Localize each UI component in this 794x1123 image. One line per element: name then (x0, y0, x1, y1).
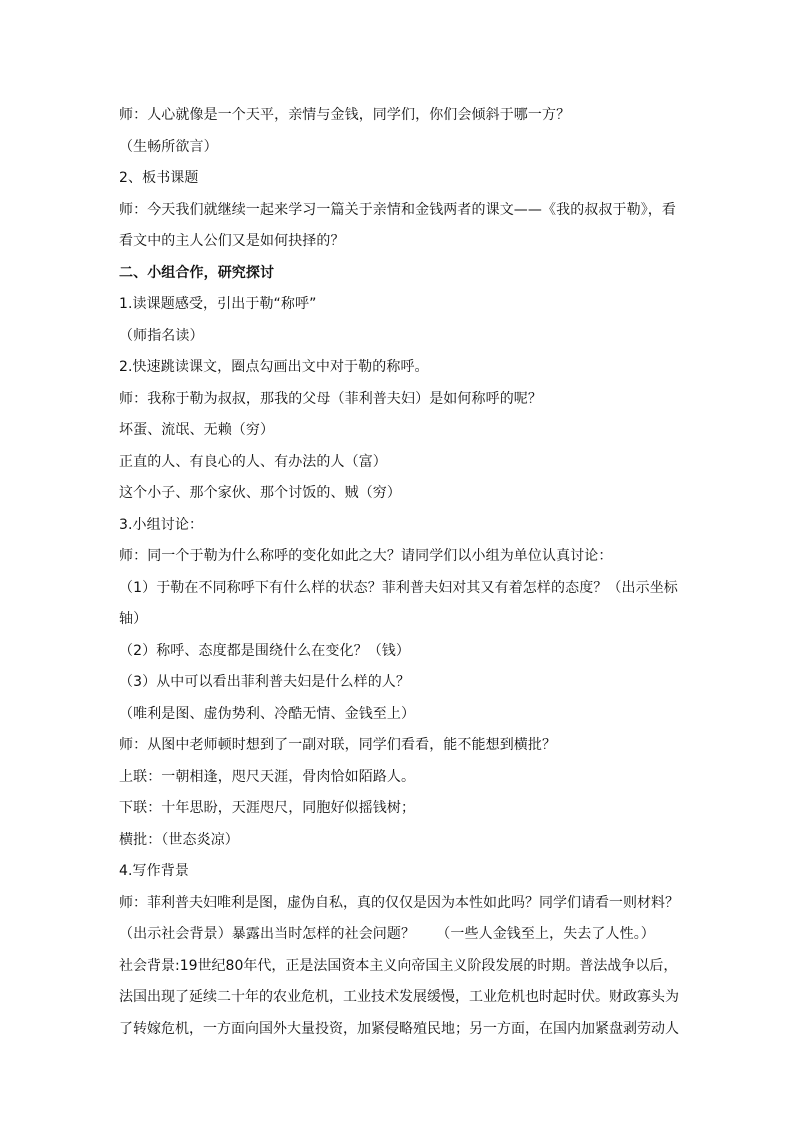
text-line: （出示社会背景）暴露出当时怎样的社会问题？ （一些人金钱至上，失去了人性。） (119, 926, 655, 942)
text-line: 正直的人、有良心的人、有办法的人（富） (119, 453, 387, 470)
text-line: （3）从中可以看出菲利普夫妇是什么样的人？ (119, 674, 411, 690)
text-line: 1.读课题感受，引出于勒“称呼” (119, 296, 317, 312)
text-line: 师：菲利普夫妇唯利是图，虚伪自私，真的仅仅是因为本性如此吗？同学们请看一则材料？ (119, 894, 679, 911)
text-line: 师：同一个于勒为什么称呼的变化如此之大？请同学们以小组为单位认真讨论： (119, 548, 613, 564)
document-body (119, 100, 681, 1045)
text-line: 下联：十年思盼，天涯咫尺，同胞好似摇钱树； (119, 800, 416, 816)
text-line: （1）于勒在不同称呼下有什么样的状态？菲利普夫妇对其又有着怎样的态度？（出示坐标 (119, 579, 678, 596)
text-line: 社会背景:19世纪80年代，正是法国资本主义向帝国主义阶段发展的时期。普法战争以后， (119, 957, 678, 974)
text-line: 上联：一朝相逢，咫尺天涯，骨肉恰如陌路人。 (119, 768, 416, 785)
text-line: （唯利是图、虚伪势利、冷酷无情、金钱至上） (119, 705, 416, 722)
text-line: 师：从图中老师顿时想到了一副对联，同学们看看，能不能想到横批？ (119, 737, 557, 753)
text-line: 轴） (119, 611, 148, 627)
text-line: 看文中的主人公们又是如何抉择的？ (119, 233, 345, 249)
text-line: 3.小组讨论： (119, 516, 204, 533)
text-line: 坏蛋、流氓、无赖（穷） (119, 422, 275, 438)
text-line: 横批：（世态炎凉） (119, 831, 239, 848)
text-line: 2.快速跳读课文，圈点勾画出文中对于勒的称呼。 (119, 359, 429, 375)
text-line: 法国出现了延续二十年的农业危机，工业技术发展缓慢，工业危机也时起时伏。财政寡头为 (119, 989, 679, 1005)
text-line: （生畅所欲言） (119, 138, 218, 155)
section-heading: 二、小组合作，研究探讨 (119, 264, 275, 281)
text-line: （师指名读） (119, 327, 204, 344)
text-line: 2、板书课题 (119, 170, 199, 186)
text-line: 4.写作背景 (119, 863, 189, 879)
text-line: 师：我称于勒为叔叔，那我的父母（菲利普夫妇）是如何称呼的呢？ (119, 390, 542, 407)
text-line: （2）称呼、态度都是围绕什么在变化？（钱） (119, 642, 411, 659)
text-line: 师：人心就像是一个天平，亲情与金钱，同学们，你们会倾斜于哪一方？ (119, 107, 571, 123)
text-line: 这个小子、那个家伙、那个讨饭的、贼（穷） (119, 485, 401, 501)
text-line: 师：今天我们就继续一起来学习一篇关于亲情和金钱两者的课文——《我的叔叔于勒》，看 (119, 201, 676, 218)
text-line: 了转嫁危机，一方面向国外大量投资，加紧侵略殖民地；另一方面，在国内加紧盘剥劳动人 (119, 1020, 679, 1037)
